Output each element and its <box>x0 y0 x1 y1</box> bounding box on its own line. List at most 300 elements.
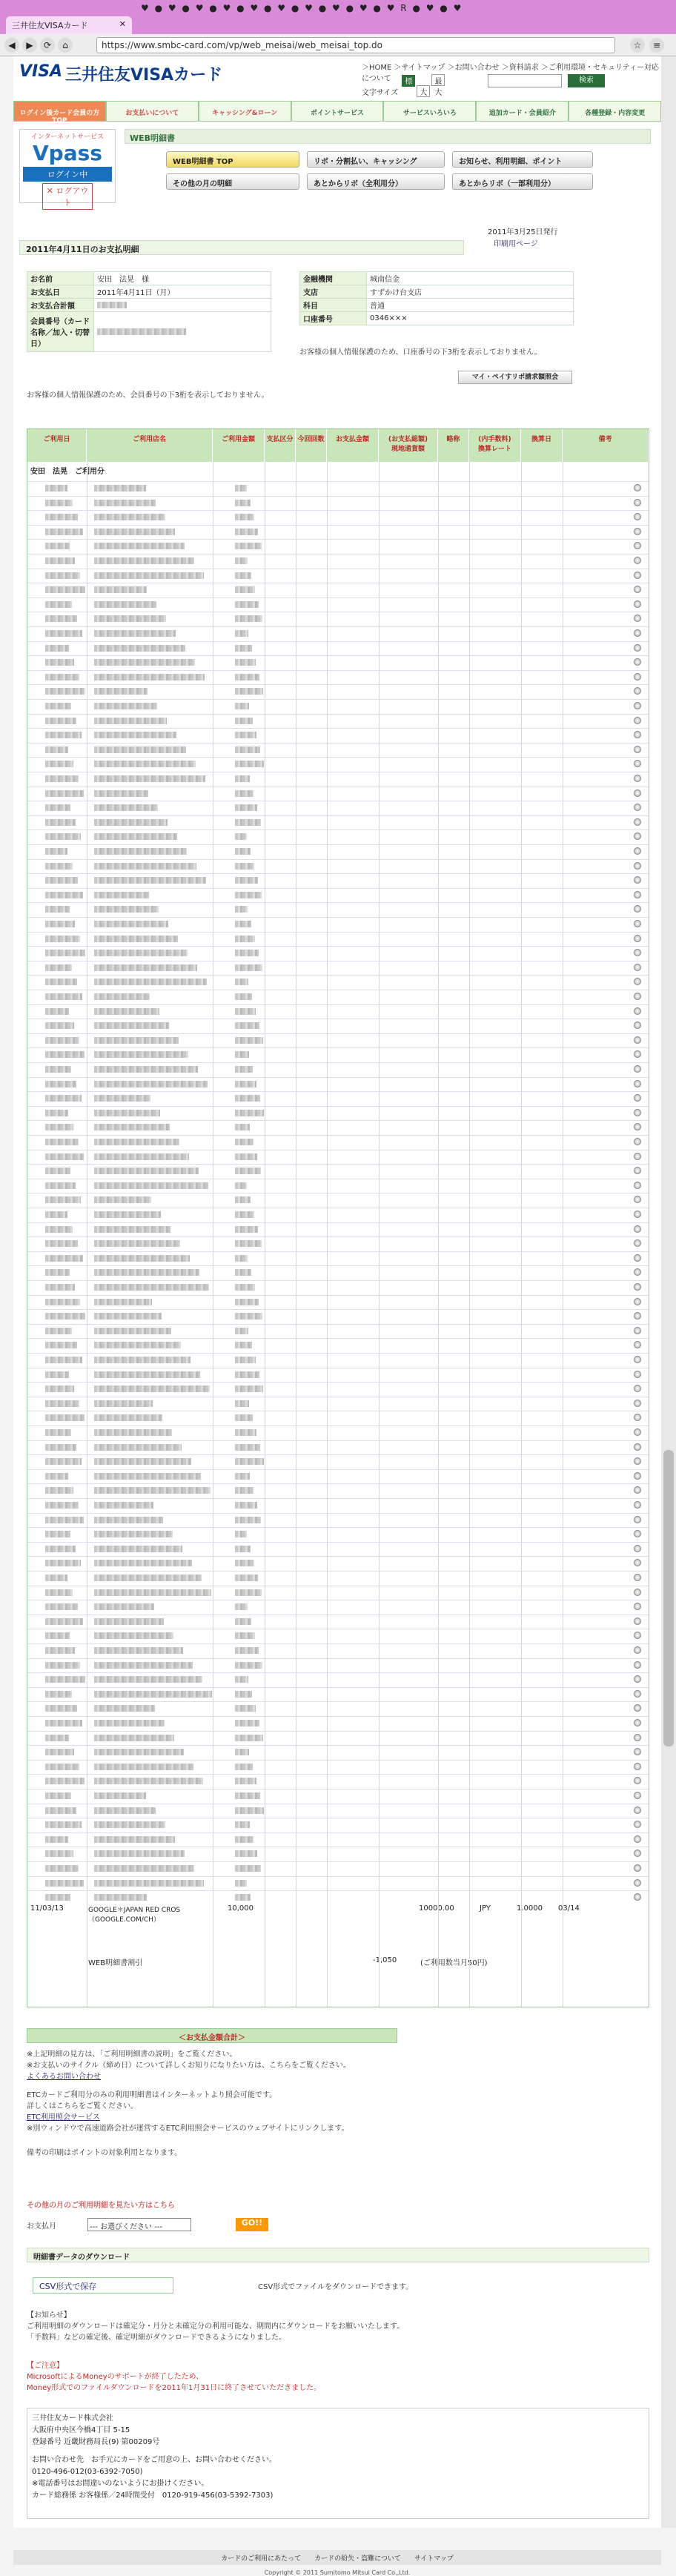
detail-icon[interactable] <box>634 658 641 666</box>
detail-icon[interactable] <box>634 1807 641 1814</box>
detail-icon[interactable] <box>634 513 641 520</box>
info-key: 会員番号（カード名称／加入・切替日） <box>27 312 94 352</box>
masked-store <box>94 1051 188 1058</box>
detail-icon[interactable] <box>634 775 641 782</box>
masked-amount <box>235 1414 253 1421</box>
masked-amount <box>235 1836 254 1843</box>
masked-date <box>45 1575 67 1581</box>
masked-store <box>94 1691 212 1698</box>
detail-icon[interactable] <box>634 905 641 913</box>
row-rule <box>27 1440 649 1441</box>
search-button[interactable]: 検索 <box>568 74 605 87</box>
detail-icon[interactable] <box>634 1153 641 1160</box>
detail-icon[interactable] <box>634 1298 641 1305</box>
masked-amount <box>235 630 248 637</box>
masked-amount <box>235 1008 256 1015</box>
masked-store <box>94 703 157 709</box>
row-rule <box>27 481 649 482</box>
detail-icon[interactable] <box>634 1007 641 1015</box>
masked-date <box>45 688 84 695</box>
detail-icon[interactable] <box>634 1312 641 1320</box>
detail-icon[interactable] <box>634 1821 641 1828</box>
detail-icon[interactable] <box>634 978 641 985</box>
row-rule <box>27 510 649 511</box>
row-rule <box>27 626 649 627</box>
masked-amount <box>235 485 247 491</box>
masked-amount <box>235 1095 260 1102</box>
detail-icon[interactable] <box>634 1835 641 1843</box>
notice-head: 【お知らせ】 <box>27 2311 71 2320</box>
print-link[interactable]: 印刷用ページ <box>494 240 538 248</box>
detail-icon[interactable] <box>634 1050 641 1058</box>
row-rule <box>27 743 649 744</box>
detail-icon[interactable] <box>634 1777 641 1784</box>
menu-atokara-part[interactable]: あとからリボ（一部利用分） <box>452 173 593 190</box>
masked-amount <box>235 1051 249 1058</box>
masked-store <box>94 979 207 985</box>
nav-registration[interactable]: 各種登録・内容変更 <box>569 101 661 122</box>
detail-icon[interactable] <box>634 1690 641 1698</box>
detail-icon[interactable] <box>634 572 641 579</box>
masked-store <box>94 1473 201 1480</box>
download-section-title: 明細書データのダウンロード <box>27 2248 649 2262</box>
masked-store <box>94 1095 150 1102</box>
detail-icon[interactable] <box>634 1618 641 1625</box>
masked-amount <box>235 1517 261 1523</box>
masked-amount <box>235 775 250 782</box>
detail-icon[interactable] <box>634 1268 641 1276</box>
nav-points[interactable]: ポイントサービス <box>291 101 384 122</box>
masked-store <box>94 1342 181 1348</box>
detail-icon[interactable] <box>634 1254 641 1262</box>
detail-icon[interactable] <box>634 1501 641 1509</box>
masked-amount <box>235 1749 249 1755</box>
detail-icon[interactable] <box>634 1603 641 1610</box>
detail-icon[interactable] <box>634 1632 641 1639</box>
info-key: お支払日 <box>27 285 94 299</box>
masked-amount <box>235 1764 253 1770</box>
back-icon[interactable]: ◀ <box>4 38 19 53</box>
detail-icon[interactable] <box>634 1211 641 1218</box>
detail-icon[interactable] <box>634 1850 641 1857</box>
masked-date <box>45 1691 72 1698</box>
detail-icon[interactable] <box>634 1080 641 1087</box>
masked-date <box>45 892 83 898</box>
font-standard-button[interactable]: 標準 <box>402 75 415 87</box>
detail-icon[interactable] <box>634 702 641 709</box>
masked-store <box>94 1110 160 1116</box>
detail-icon[interactable] <box>634 1327 641 1334</box>
row-rule <box>27 1658 649 1659</box>
masked-store <box>94 1414 162 1421</box>
detail-icon[interactable] <box>634 1792 641 1799</box>
masked-store <box>94 1168 199 1174</box>
masked-date <box>45 601 72 608</box>
info-value-masked <box>94 299 271 312</box>
note-member: お客様の個人情報保護のため、会員番号の下3桁を表示しておりません。 <box>27 391 269 400</box>
home-icon[interactable]: ⌂ <box>58 38 73 53</box>
detail-icon[interactable] <box>634 1138 641 1145</box>
footer-links[interactable]: カードのご利用にあたって カードの紛失・盗難について サイトマップ <box>13 2550 661 2565</box>
masked-date <box>45 615 77 622</box>
detail-icon[interactable] <box>634 1530 641 1537</box>
row-rule <box>27 1701 649 1702</box>
masked-store <box>94 1735 174 1741</box>
detail-icon[interactable] <box>634 1734 641 1741</box>
masked-store <box>94 500 156 506</box>
masked-store <box>94 1357 190 1363</box>
detail-icon[interactable] <box>634 935 641 942</box>
font-large-button[interactable]: 大 <box>417 85 430 97</box>
row-rule <box>27 1483 649 1484</box>
info-value: すずかけ台支店 <box>367 285 574 299</box>
detail-icon[interactable] <box>634 1167 641 1174</box>
masked-date <box>45 1255 83 1262</box>
masked-store <box>94 1502 153 1509</box>
detail-icon[interactable] <box>634 673 641 681</box>
detail-icon[interactable] <box>634 1486 641 1494</box>
google-rate: 1.0000 <box>517 1904 543 1913</box>
etc-link[interactable]: ETC利用照会サービス <box>27 2113 100 2122</box>
detail-icon[interactable] <box>634 949 641 956</box>
detail-icon[interactable] <box>634 484 641 491</box>
company-line: カード総務係 お客様係／24時間受付 0120-919-456(03-5392-7303) <box>32 2491 274 2500</box>
info-value: 0346××× <box>367 312 574 325</box>
masked-date <box>45 1182 76 1189</box>
detail-icon[interactable] <box>634 1893 641 1901</box>
column-rule <box>469 462 470 2008</box>
menu-icon[interactable]: ≡ <box>649 38 664 53</box>
detail-icon[interactable] <box>634 760 641 767</box>
masked-store <box>94 543 185 549</box>
masked-store <box>94 1458 191 1465</box>
masked-date <box>45 557 75 564</box>
masked-amount <box>235 790 254 797</box>
scrollbar-thumb[interactable] <box>663 1450 674 1746</box>
masked-date <box>45 1778 84 1784</box>
detail-icon[interactable] <box>634 964 641 971</box>
column-rule <box>327 462 328 2008</box>
masked-store <box>94 485 146 491</box>
masked-amount <box>235 1458 264 1465</box>
go-button[interactable]: GO!! <box>236 2218 268 2231</box>
detail-icon[interactable] <box>634 528 641 535</box>
masked-date <box>45 500 73 506</box>
masked-amount <box>235 1400 249 1407</box>
csv-save-button[interactable]: CSV形式で保存 <box>33 2277 173 2294</box>
nav-additional-card[interactable]: 追加カード・会員紹介 <box>476 101 569 122</box>
masked-store <box>94 1517 163 1523</box>
detail-icon[interactable] <box>634 891 641 898</box>
row-rule <box>27 1265 649 1266</box>
detail-icon[interactable] <box>634 1356 641 1363</box>
detail-icon[interactable] <box>634 557 641 564</box>
masked-amount <box>235 1444 260 1451</box>
masked-amount <box>235 645 252 652</box>
month-select[interactable]: --- お選びください --- <box>87 2218 191 2231</box>
detail-icon[interactable] <box>634 1646 641 1654</box>
masked-store <box>94 1836 175 1843</box>
star-icon[interactable]: ☆ <box>630 38 645 53</box>
masked-amount <box>235 819 261 826</box>
masked-date <box>45 979 77 985</box>
logout-button[interactable] <box>42 183 93 210</box>
info-key: 科目 <box>300 299 367 312</box>
detail-icon[interactable] <box>634 1748 641 1755</box>
menu-web-top[interactable]: WEB明細書 TOP <box>166 151 299 168</box>
menu-notice[interactable]: お知らせ、利用明細、ポイント <box>452 151 593 168</box>
row-rule <box>27 1876 649 1877</box>
col-local-label: 現地通貨額 <box>391 446 425 453</box>
masked-store <box>94 1124 170 1130</box>
visa-logo[interactable]: VISA <box>19 62 63 81</box>
masked-amount <box>235 746 260 753</box>
col-rate <box>469 429 521 462</box>
detail-icon[interactable] <box>634 1864 641 1872</box>
note-line: 備考の印刷はポイントの対象利用となります。 <box>27 2149 182 2157</box>
masked-amount <box>235 688 263 695</box>
detail-icon[interactable] <box>634 789 641 797</box>
masked-amount <box>235 1575 258 1581</box>
row-rule <box>27 946 649 947</box>
mypay-revo-button[interactable]: マイ・ペイすリボ請求額照会 <box>458 371 572 384</box>
masked-date <box>45 718 76 724</box>
masked-store <box>94 1865 194 1872</box>
search-input[interactable] <box>488 74 562 87</box>
row-rule <box>27 684 649 685</box>
masked-store <box>94 1182 208 1189</box>
masked-date <box>45 1342 77 1348</box>
detail-icon[interactable] <box>634 1545 641 1552</box>
top-links[interactable]: ＞HOME ＞サイトマップ ＞お問い合わせ ＞資料請求 ＞ご利用環境・セキュリティー対応について <box>362 64 659 83</box>
masked-date <box>45 1153 84 1160</box>
masked-amount <box>235 877 258 884</box>
masked-store <box>94 1139 179 1145</box>
masked-date <box>45 1066 71 1073</box>
detail-icon[interactable] <box>634 615 641 622</box>
bottom-notes <box>27 2049 649 2159</box>
masked-store <box>94 877 206 884</box>
row-rule <box>27 1236 649 1237</box>
col-type: 支払区分 <box>265 429 296 462</box>
info-key: お名前 <box>27 272 94 285</box>
masked-amount <box>235 1284 255 1291</box>
detail-icon[interactable] <box>634 542 641 549</box>
detail-icon[interactable] <box>634 644 641 652</box>
detail-icon[interactable] <box>634 993 641 1000</box>
detail-icon[interactable] <box>634 1283 641 1291</box>
masked-amount <box>235 572 251 579</box>
note-line: ETCカードご利用分のみの利用明細書はインターネットより照会可能です。 <box>27 2091 277 2099</box>
scrollbar[interactable] <box>661 56 676 2528</box>
detail-icon[interactable] <box>634 687 641 695</box>
font-xlarge-button[interactable]: 最大 <box>431 74 445 86</box>
masked-date <box>45 1240 78 1247</box>
nav-services[interactable]: サービスいろいろ <box>383 101 476 122</box>
detail-icon[interactable] <box>634 1516 641 1523</box>
section-head: WEB明細書 <box>125 129 651 144</box>
masked-store <box>94 645 185 652</box>
row-rule <box>27 1716 649 1717</box>
caution-block <box>27 2360 321 2394</box>
detail-icon[interactable] <box>634 1472 641 1480</box>
detail-icon[interactable] <box>634 1182 641 1189</box>
masked-date <box>45 1269 70 1276</box>
detail-icon[interactable] <box>634 1704 641 1712</box>
masked-date <box>45 1473 68 1480</box>
url-field[interactable]: https://www.smbc-card.com/vp/web_meisai/web_meisai_top.do <box>96 37 615 53</box>
masked-amount <box>235 1022 259 1029</box>
note-line: ※別ウィンドウで高速道路会社が運営するETC利用照会サービスのウェブサイトにリンクします。 <box>27 2125 349 2133</box>
detail-icon[interactable] <box>634 832 641 840</box>
forward-icon[interactable]: ▶ <box>22 38 37 53</box>
row-rule <box>27 1774 649 1775</box>
masked-date <box>45 1821 82 1828</box>
detail-icon[interactable] <box>634 746 641 753</box>
detail-icon[interactable] <box>634 804 641 811</box>
detail-icon[interactable] <box>634 1879 641 1887</box>
detail-icon[interactable] <box>634 847 641 855</box>
masked-date <box>45 1400 79 1407</box>
column-rule <box>379 462 380 2008</box>
row-rule <box>27 1309 649 1310</box>
masked-store <box>94 1705 155 1712</box>
row-rule <box>27 1324 649 1325</box>
detail-icon[interactable] <box>634 586 641 593</box>
row-rule <box>27 975 649 976</box>
detail-icon[interactable] <box>634 1036 641 1044</box>
masked-date <box>45 936 80 942</box>
detail-icon[interactable] <box>634 629 641 637</box>
detail-icon[interactable] <box>634 1196 641 1203</box>
masked-date <box>45 1211 67 1218</box>
nav-member-top[interactable]: ログイン後カード会員の方 TOP <box>13 101 106 122</box>
masked-store <box>94 1546 182 1552</box>
detail-icon[interactable] <box>634 1022 641 1029</box>
masked-amount <box>235 1880 247 1887</box>
row-rule <box>27 1382 649 1383</box>
masked-store <box>94 1328 171 1334</box>
detail-icon[interactable] <box>634 1065 641 1073</box>
masked-amount <box>235 674 259 681</box>
masked-store <box>94 1676 202 1683</box>
row-rule <box>27 902 649 903</box>
row-rule <box>27 1295 649 1296</box>
masked-store <box>94 833 177 840</box>
detail-icon[interactable] <box>634 1589 641 1596</box>
masked-amount <box>235 979 248 985</box>
detail-icon[interactable] <box>634 1123 641 1130</box>
masked-amount <box>235 1632 255 1639</box>
masked-amount <box>235 1357 256 1363</box>
masked-date <box>45 1168 70 1174</box>
close-icon[interactable]: ✕ <box>119 19 126 29</box>
detail-icon[interactable] <box>634 731 641 738</box>
menu-atokara-all[interactable]: あとからリボ（全利用分） <box>307 173 445 190</box>
masked-date <box>45 1531 70 1537</box>
detail-icon[interactable] <box>634 1341 641 1348</box>
masked-date <box>45 1735 69 1741</box>
detail-icon[interactable] <box>634 499 641 506</box>
masked-store <box>94 586 147 593</box>
masked-amount <box>235 964 262 971</box>
detail-icon[interactable] <box>634 1385 641 1392</box>
reload-icon[interactable]: ⟳ <box>40 38 55 53</box>
detail-icon[interactable] <box>634 1428 641 1436</box>
detail-icon[interactable] <box>634 1443 641 1451</box>
browser-tab[interactable] <box>6 16 132 34</box>
nav-cashing[interactable]: キャッシング&ローン <box>199 101 291 122</box>
masked-date <box>45 804 70 811</box>
row-rule <box>27 1062 649 1063</box>
detail-icon[interactable] <box>634 1574 641 1581</box>
masked-date <box>45 645 69 652</box>
info-value: 安田 法晃 様 <box>94 272 271 285</box>
masked-store <box>94 1778 203 1784</box>
detail-icon[interactable] <box>634 1414 641 1421</box>
row-rule <box>27 888 649 889</box>
detail-icon[interactable] <box>634 1239 641 1247</box>
masked-amount <box>235 1560 254 1566</box>
row-rule <box>27 714 649 715</box>
masked-amount <box>235 1603 248 1610</box>
row-rule <box>27 699 649 700</box>
row-rule <box>27 597 649 598</box>
detail-icon[interactable] <box>634 1400 641 1407</box>
detail-icon[interactable] <box>634 1719 641 1726</box>
masked-store <box>94 1850 185 1857</box>
masked-amount <box>235 1473 250 1480</box>
detail-icon[interactable] <box>634 1675 641 1683</box>
row-rule <box>27 1454 649 1455</box>
row-rule <box>27 1513 649 1514</box>
detail-icon[interactable] <box>634 1457 641 1465</box>
row-rule <box>27 728 649 729</box>
detail-icon[interactable] <box>634 920 641 927</box>
detail-icon[interactable] <box>634 717 641 724</box>
masked-amount <box>235 703 249 709</box>
masked-date <box>45 964 72 971</box>
detail-icon[interactable] <box>634 1225 641 1233</box>
row-rule <box>27 1542 649 1543</box>
masked-date <box>45 1880 84 1887</box>
detail-icon[interactable] <box>634 862 641 870</box>
masked-store <box>94 1284 209 1291</box>
faq-link[interactable]: よくあるお問い合わせ <box>27 2073 101 2081</box>
row-rule <box>27 1280 649 1281</box>
masked-amount <box>235 1313 262 1320</box>
detail-icon[interactable] <box>634 1661 641 1669</box>
detail-icon[interactable] <box>634 876 641 884</box>
detail-icon[interactable] <box>634 1109 641 1116</box>
note-line: 詳しくはこちらをご覧ください。 <box>27 2102 138 2110</box>
detail-icon[interactable] <box>634 600 641 608</box>
detail-icon[interactable] <box>634 1559 641 1566</box>
menu-other-month[interactable]: その他の月の明細 <box>166 173 299 190</box>
font-size-switch <box>362 74 445 97</box>
menu-revo[interactable]: リボ・分割払い、キャッシング <box>307 151 445 168</box>
detail-icon[interactable] <box>634 818 641 826</box>
detail-icon[interactable] <box>634 1094 641 1102</box>
web-discount-amount: -1,050 <box>373 1956 397 1964</box>
masked-store <box>94 572 204 579</box>
masked-store <box>94 1313 162 1320</box>
row-rule <box>27 1106 649 1107</box>
nav-payment[interactable]: お支払いについて <box>106 101 199 122</box>
detail-icon[interactable] <box>634 1371 641 1378</box>
masked-amount <box>235 804 257 811</box>
detail-icon[interactable] <box>634 1763 641 1770</box>
